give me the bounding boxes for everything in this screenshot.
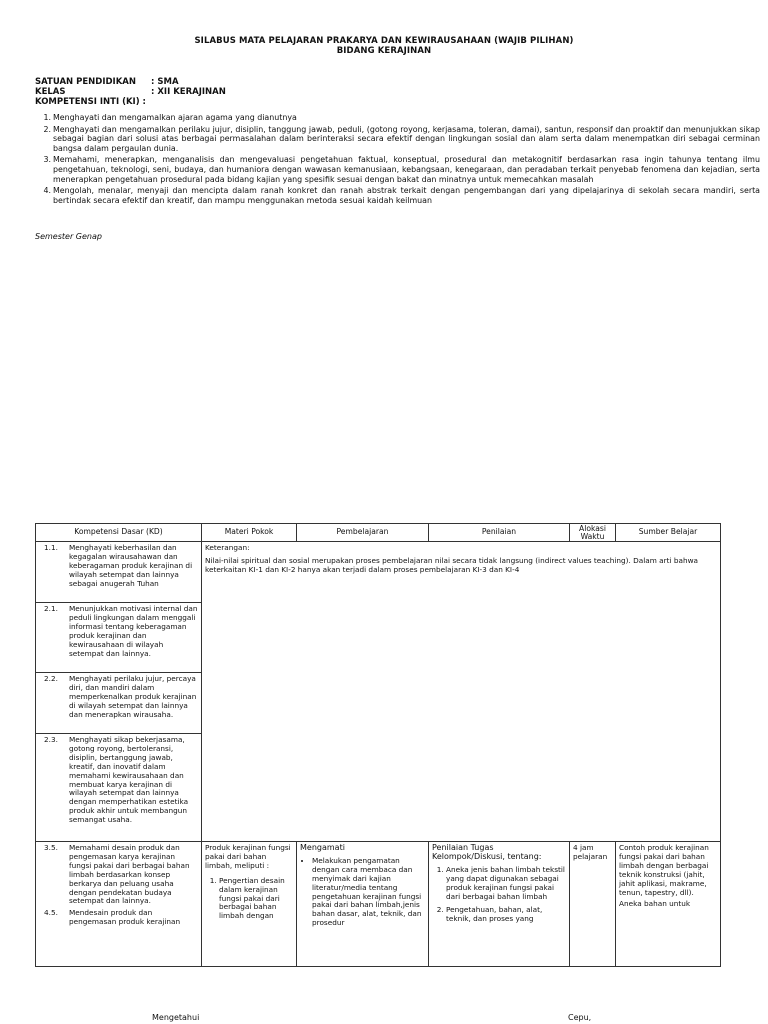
alokasi-cell: 4 jam pelajaran [570, 842, 616, 967]
satuan-row [35, 77, 179, 87]
materi-cell: Produk kerajinan fungsi pakai dari bahan limbah, meliputi : 1. Pengertian desain dalam kerajinan fungsi pakai dari berbagai bahan limbah dengan [202, 842, 297, 967]
ki-item: 4. Mengolah, menalar, menyaji dan mencipta dalam ranah konkret dan ranah abstrak terkait dengan pengembangan dari yang dipelajarinya di sekolah secara mandiri, serta bertindak secara efektif dan kreatif, dan mampu menggunakan metoda sesuai kaidah keilmuan [43, 186, 760, 205]
keterangan-text: Nilai-nilai spiritual dan sosial merupakan proses pembelajaran nilai secara tidak langsung (indirect values teaching). Dalam arti bahwa keterkaitan KI-1 dan KI-2 hanya akan terjadi dalam proses pembelajaran KI-3 dan KI-4 [205, 555, 699, 574]
kelas-label: KELAS [35, 87, 66, 97]
list-item: 1. Pengertian desain dalam kerajinan fungsi pakai dari berbagai bahan limbah dengan [219, 877, 293, 922]
ki-item: 1. Menghayati dan mengamalkan ajaran agama yang dianutnya [43, 113, 297, 122]
header-materi: Materi Pokok [202, 524, 297, 542]
sumber-cell: Contoh produk kerajinan fungsi pakai dari bahan limbah dengan berbagai teknik konstruksi (jahit, jahit aplikasi, makrame, tenun, tapestry, dll). Aneka bahan untuk [616, 842, 721, 967]
kd-cell: 3.5. Memahami desain produk dan pengemasan karya kerajinan fungsi pakai dari berbagai bahan limbah berdasarkan konsep berkarya dan peluang usaha dengan pendekatan budaya setempat dan lainnya. 4.5. Mendesain produk dan pengemasan produk kerajinan [36, 842, 202, 967]
kd-cell: 2.3. Menghayati sikap bekerjasama, gotong royong, bertoleransi, disiplin, bertanggung jawab, kreatif, dan inovatif dalam memahami kewirausahaan dan membuat karya kerajinan di wilayah setempat dan lainnya dengan memperhatikan estetika produk akhir untuk membangun semangat usaha. [36, 734, 202, 842]
header-kd: Kompetensi Dasar (KD) [36, 524, 202, 542]
document-title: SILABUS MATA PELAJARAN PRAKARYA DAN KEWIRAUSAHAAN (WAJIB PILIHAN) [194, 36, 574, 46]
keterangan-cell [202, 542, 721, 842]
header-penilaian: Penilaian [429, 524, 570, 542]
list-item: 2. Pengetahuan, bahan, alat, teknik, dan proses yang [446, 906, 566, 924]
kd-cell: 1.1. Menghayati keberhasilan dan kegagalan wirausahawan dan keberagaman produk kerajinan di wilayah setempat dan lainnya sebagai anugerah Tuhan [36, 542, 202, 603]
ki-item: 3. Memahami, menerapkan, menganalisis dan mengevaluasi pengetahuan faktual, konseptual, prosedural dan metakognitif berdasarkan rasa ingin tahunya tentang ilmu pengetahuan, teknologi, seni, budaya, dan humaniora dengan wawasan kemanusiaan, kebangsaan, kenegaraan, dan peradaban terkait penyebab fenomena dan kejadian, serta menerapkan pengetahuan prosedural pada bidang kajian yang spesifik sesuai dengan bakat dan minatnya untuk memecahkan masalah [43, 155, 760, 184]
ki-list [35, 113, 760, 207]
cepu-label: Cepu, [568, 1013, 592, 1022]
kelas-value: : XII KERAJINAN [151, 87, 226, 97]
ki-item: 2. Menghayati dan mengamalkan perilaku jujur, disiplin, tanggung jawab, peduli, (gotong royong, kerjasama, toleran, damai), santun, responsif dan proaktif dan menunjukkan sikap sebagai bagian dari solusi atas berbagai permasalahan dalam berinteraksi secara efektif dengan lingkungan sosial dan alam serta dalam menempatkan diri sebagai cerminan bangsa dalam pergaulan dunia. [43, 124, 760, 153]
list-item: • Melakukan pengamatan dengan cara membaca dan menyimak dari kajian literatur/media tentang pengetahuan kerajinan fungsi pakai dari bahan limbah,jenis bahan dasar, alat, teknik, dan prosedur [312, 857, 425, 928]
pembelajaran-cell: Mengamati • Melakukan pengamatan dengan cara membaca dan menyimak dari kajian literatur/media tentang pengetahuan kerajinan fungsi pakai dari bahan limbah,jenis bahan dasar, alat, teknik, dan prosedur [297, 842, 429, 967]
semester-label: Semester Genap [35, 232, 102, 241]
kelas-row [35, 87, 226, 97]
table-row [36, 842, 721, 967]
satuan-label: SATUAN PENDIDIKAN [35, 77, 136, 87]
document-subtitle: BIDANG KERAJINAN [336, 46, 432, 56]
header-pembelajaran: Pembelajaran [297, 524, 429, 542]
list-item: 1. Aneka jenis bahan limbah tekstil yang dapat digunakan sebagai produk kerajinan fungsi pakai dari berbagai bahan limbah [446, 866, 566, 902]
silabus-table [35, 523, 721, 967]
mengetahui-label: Mengetahui [152, 1013, 200, 1022]
kd-cell: 2.1. Menunjukkan motivasi internal dan peduli lingkungan dalam menggali informasi tentang keberagaman produk kerajinan dan kewirausahaan di wilayah setempat dan lainnya. [36, 603, 202, 673]
satuan-value: : SMA [151, 77, 179, 87]
kd-cell: 2.2. Menghayati perilaku jujur, percaya diri, dan mandiri dalam memperkenalkan produk kerajinan di wilayah setempat dan lainnya dan menerapkan wirausaha. [36, 673, 202, 734]
header-alokasi: Alokasi Waktu [570, 524, 616, 542]
ki-label: KOMPETENSI INTI (KI) : [35, 97, 146, 107]
penilaian-cell: Penilaian Tugas Kelompok/Diskusi, tentang: 1. Aneka jenis bahan limbah tekstil yang dapat digunakan sebagai produk kerajinan fungsi pakai dari berbagai bahan limbah 2. Pengetahuan, bahan, alat, teknik, dan proses yang [429, 842, 570, 967]
table-row [36, 542, 721, 603]
keterangan-label: Keterangan: [205, 543, 250, 552]
table-header-row [36, 524, 721, 542]
header-sumber: Sumber Belajar [616, 524, 721, 542]
